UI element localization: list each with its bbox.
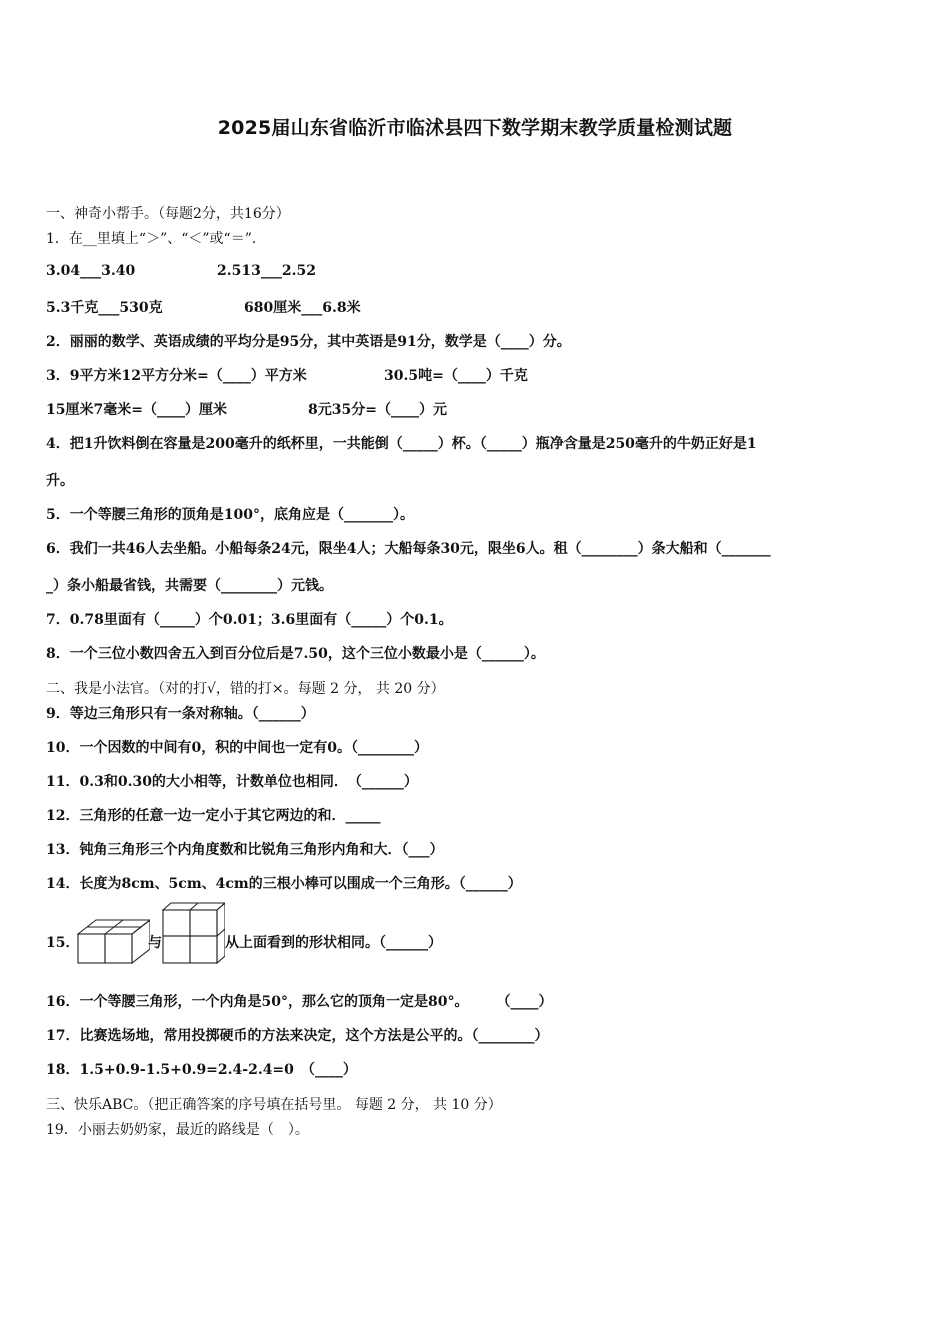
- question-6-line-2: _）条小船最省钱，共需要（________）元钱。: [46, 578, 333, 594]
- question-7: 7．0.78里面有（_____）个0.01；3.6里面有（_____）个0.1。: [46, 612, 453, 628]
- question-1d: 680厘米___6.8米: [244, 300, 361, 316]
- figure-cubes-row: [76, 916, 150, 966]
- question-14: 14．长度为8cm、5cm、4cm的三根小棒可以围成一个三角形。（______）: [46, 876, 522, 892]
- question-18: 18．1.5+0.9-1.5+0.9=2.4-2.4=0 （____）: [46, 1062, 357, 1078]
- page-title: 2025届山东省临沂市临沭县四下数学期末教学质量检测试题: [217, 117, 733, 139]
- cubes-row-drawing: [76, 916, 150, 966]
- question-15-text: 从上面看到的形状相同。（______）: [225, 935, 442, 951]
- question-1a: 3.04___3.40: [46, 263, 136, 279]
- question-9: 9．等边三角形只有一条对称轴。（______）: [46, 706, 315, 722]
- question-1-row-1: [46, 263, 316, 279]
- question-3d: 8元35分=（____）元: [308, 402, 447, 418]
- question-6-line-1: 6．我们一共46人去坐船。小船每条24元，限坐4人；大船每条30元，限坐6人。租（________）条大船和（_______: [46, 541, 771, 557]
- question-4-line-1: 4．把1升饮料倒在容量是200毫升的纸杯里，一共能倒（_____）杯。（_____）瓶净含量是250毫升的牛奶正好是1: [46, 436, 757, 452]
- question-3c: 15厘米7毫米=（____）厘米: [46, 402, 227, 418]
- question-3a: 3．9平方米12平方分米=（____）平方米: [46, 368, 307, 384]
- question-8: 8．一个三位小数四舍五入到百分位后是7.50，这个三位小数最小是（______）。: [46, 646, 545, 662]
- question-17: 17．比赛选场地，常用投掷硬币的方法来决定，这个方法是公平的。（________）: [46, 1028, 549, 1044]
- question-1: 1．在__里填上“＞”、“＜”或“＝”．: [46, 231, 266, 247]
- question-1b: 2.513___2.52: [217, 263, 316, 279]
- question-13: 13．钝角三角形三个内角度数和比锐角三角形内角和大．（___）: [46, 842, 444, 858]
- question-1c: 5.3千克___530克: [46, 300, 163, 316]
- cubes-stack-drawing: [161, 901, 225, 965]
- question-19: 19．小丽去奶奶家，最近的路线是（ ）。: [46, 1122, 309, 1138]
- figure-cubes-stack: [161, 901, 225, 965]
- question-3-row-2: [46, 399, 447, 419]
- section-1-heading: 一、神奇小帮手。（每题2分，共16分）: [46, 206, 290, 222]
- section-3-heading: 三、快乐ABC。（把正确答案的序号填在括号里。 每题 2 分， 共 10 分）: [46, 1097, 502, 1113]
- question-15-connector: 与: [148, 935, 162, 951]
- question-1-row-2: [46, 297, 361, 317]
- question-16: 16．一个等腰三角形，一个内角是50°，那么它的顶角一定是80°。 （____）: [46, 994, 553, 1010]
- question-4-line-2: 升。: [46, 473, 74, 489]
- question-2: 2．丽丽的数学、英语成绩的平均分是95分，其中英语是91分，数学是（____）分。: [46, 334, 571, 350]
- question-10: 10．一个因数的中间有0，积的中间也一定有0。（________）: [46, 740, 428, 756]
- question-15-number: 15．: [46, 935, 80, 951]
- question-5: 5．一个等腰三角形的顶角是100°，底角应是（_______）。: [46, 507, 414, 523]
- question-3b: 30.5吨=（____）千克: [384, 368, 528, 384]
- question-11: 11．0.3和0.30的大小相等，计数单位也相同． （______）: [46, 774, 418, 790]
- question-12: 12．三角形的任意一边一定小于其它两边的和．_____: [46, 808, 381, 824]
- section-2-heading: 二、我是小法官。（对的打√，错的打×。每题 2 分， 共 20 分）: [46, 681, 445, 697]
- question-3-row-1: [46, 365, 528, 385]
